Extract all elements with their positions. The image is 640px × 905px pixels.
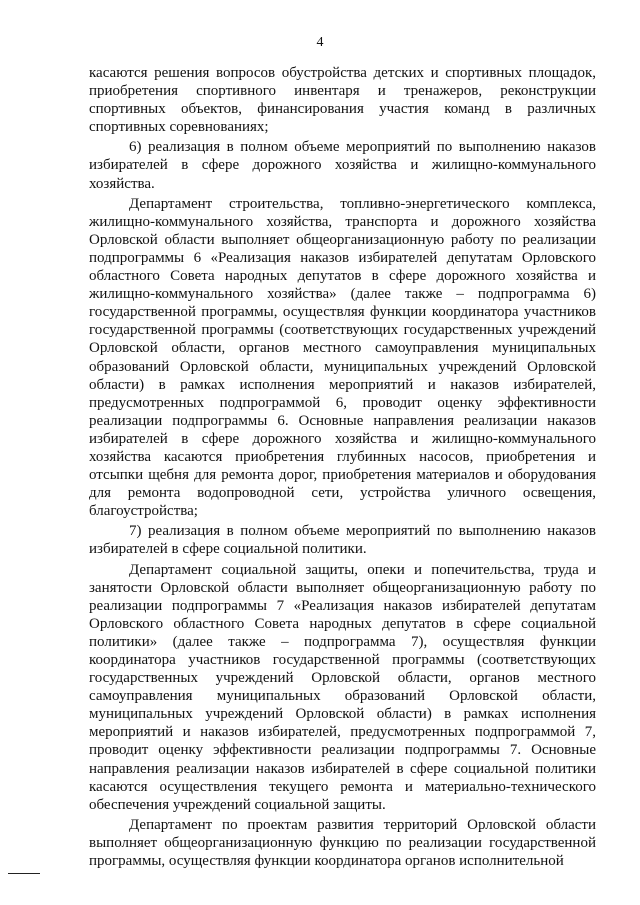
paragraph-department-social: Департамент социальной защиты, опеки и попечительства, труда и занятости Орловской области выполняет общеорганизационную работу по реализации подпрограммы 7 «Реализация наказов избирателей депутатам Орловского областного Совета народных депутатов в сфере социальной политики» (далее также – подпрограмма 7), осуществляя функции координатора участников государственной программы (соответствующих государственных учреждений Орловской области, органов местного самоуправления муниципальных образований Орловской области, муниципальных учреждений Орловской области) в рамках исполнения мероприятий и наказов избирателей, предусмотренных подпрограммой 7, проводит оценку эффективности реализации подпрограммы 7. Основные направления реализации наказов избирателей в сфере социальной политики касаются осуществления текущего ремонта и материально-технического обеспечения учреждений социальной защиты. [89,561,596,813]
paragraph-item-7: 7) реализация в полном объеме мероприятий по выполнению наказов избирателей в сфере социальной политики. [89,523,596,558]
body-text [89,64,596,872]
paragraph-sports-continuation: касаются решения вопросов обустройства детских и спортивных площадок, приобретения спортивного инвентаря и тренажеров, реконструкции спортивных объектов, финансирования участия команд в различных спортивных соревнованиях; [89,65,596,136]
footnote-rule [8,873,40,874]
page-number: 4 [316,35,324,50]
paragraph-department-construction: Департамент строительства, топливно-энергетического комплекса, жилищно-коммунального хозяйства, транспорта и дорожного хозяйства Орловской области выполняет общеорганизационную работу по реализации подпрограммы 6 «Реализация наказов избирателей депутатам Орловского областного Совета народных депутатов в сфере дорожного хозяйства и жилищно-коммунального хозяйства» (далее также – подпрограмма 6) государственной программы, осуществляя функции координатора участников государственной программы (соответствующих государственных учреждений Орловской области, органов местного самоуправления муниципальных образований Орловской области, муниципальных учреждений Орловской области) в рамках исполнения мероприятий и наказов избирателей, предусмотренных подпрограммой 6, проводит оценку эффективности реализации подпрограммы 6. Основные направления реализации наказов избирателей в сфере дорожного хозяйства и жилищно-коммунального хозяйства касаются приобретения глубинных насосов, приобретения и отсыпки щебня для ремонта дорог, приобретения материалов и оборудования для ремонта водопроводной сети, устройства уличного освещения, благоустройства; [89,195,596,520]
paragraph-item-6: 6) реализация в полном объеме мероприятий по выполнению наказов избирателей в сфере дорожного хозяйства и жилищно-коммунального хозяйства. [89,139,596,192]
paragraph-department-projects: Департамент по проектам развития территорий Орловской области выполняет общеорганизационную функцию по реализации государственной программы, осуществляя функции координатора органов исполнительной [89,816,596,870]
